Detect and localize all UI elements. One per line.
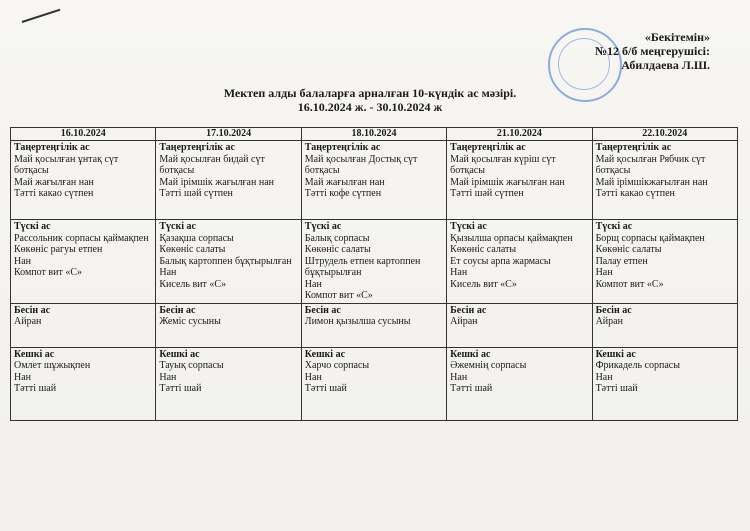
meal-title: Таңертеңгілік ас xyxy=(595,142,672,153)
meal-cell xyxy=(156,141,301,220)
dish-item: Нан xyxy=(304,371,322,383)
meal-cell xyxy=(156,220,301,304)
dish-item: Май қосылған Достық сүт ботқасы xyxy=(304,153,418,176)
dish-item: Май қосылған бидай сүт ботқасы xyxy=(159,153,265,176)
dish-item: Тәтті какао сүтпен xyxy=(595,188,675,199)
dish-item: Кисель вит «С» xyxy=(159,278,227,290)
meal-title: Таңертеңгілік ас xyxy=(159,142,235,153)
meal-title: Таңертеңгілік ас xyxy=(450,142,526,153)
meal-row-lunch xyxy=(11,220,738,304)
scan-mark xyxy=(22,9,61,23)
meal-title: Түскі ас xyxy=(450,221,487,232)
meal-cell xyxy=(301,141,446,220)
dish-item: Балық сорпасы xyxy=(304,232,370,244)
dish-item: Балық картоппен бұқтырылған xyxy=(159,255,292,267)
dish-item: Нан xyxy=(450,267,468,278)
document-title xyxy=(150,86,590,114)
dish-item: Қазақша сорпасы xyxy=(159,232,234,244)
dish-item: Компот вит «С» xyxy=(304,290,373,301)
meal-title: Кешкі ас xyxy=(304,348,346,360)
dish-item: Айран xyxy=(595,316,623,327)
meal-cell xyxy=(592,347,737,420)
dish-item: Тәтті шай xyxy=(14,383,57,394)
approval-line-1: «Бекітемін» xyxy=(644,30,710,44)
meal-title: Таңертеңгілік ас xyxy=(14,142,90,153)
meal-cell xyxy=(447,303,592,347)
meal-cell xyxy=(301,303,446,347)
dish-item: Май жағылған нан xyxy=(304,176,385,188)
dish-item: Нан xyxy=(595,371,613,383)
meal-title: Түскі ас xyxy=(304,221,342,232)
meal-cell xyxy=(11,303,156,347)
meal-title: Кешкі ас xyxy=(595,348,636,360)
menu-table xyxy=(10,127,738,421)
dish-item: Штрудель етпен картоппен бұқтырылған xyxy=(304,255,421,278)
dish-item: Май ірімшік жағылған нан xyxy=(450,176,565,188)
date-header: 22.10.2024 xyxy=(592,128,737,141)
dish-item: Лимон қызылша сусыны xyxy=(304,316,411,327)
dish-item: Ет соусы арпа жармасы xyxy=(450,255,551,267)
dish-item: Жеміс сусыны xyxy=(159,316,221,327)
date-header-row xyxy=(11,128,738,141)
meal-title: Таңертеңгілік ас xyxy=(304,142,381,153)
dish-item: Тәтті шай xyxy=(159,383,202,394)
dish-item: Нан xyxy=(450,371,468,383)
dish-item: Рассольник сорпасы қаймақпен xyxy=(14,232,149,244)
meal-cell xyxy=(156,347,301,420)
dish-item: Май ірімшік жағылған нан xyxy=(159,176,274,188)
dish-item: Айран xyxy=(14,316,42,327)
meal-title: Түскі ас xyxy=(159,221,196,232)
meal-title: Кешкі ас xyxy=(450,348,491,360)
title-line-2: 16.10.2024 ж. - 30.10.2024 ж xyxy=(297,100,443,114)
meal-cell xyxy=(301,220,446,304)
dish-item: Омлет шұжықпен xyxy=(14,360,91,371)
meal-cell xyxy=(11,141,156,220)
meal-cell xyxy=(447,220,592,304)
dish-item: Көкөніс салаты xyxy=(159,244,226,255)
meal-row-breakfast xyxy=(11,141,738,220)
approval-line-3: Абилдаева Л.Ш. xyxy=(621,58,710,72)
dish-item: Көкөніс салаты xyxy=(450,244,517,255)
date-header: 18.10.2024 xyxy=(301,128,446,141)
dish-item: Тәтті какао сүтпен xyxy=(14,188,94,199)
dish-item: Нан xyxy=(159,371,177,383)
meal-cell xyxy=(592,141,737,220)
date-header: 16.10.2024 xyxy=(11,128,156,141)
date-header: 17.10.2024 xyxy=(156,128,301,141)
meal-title: Кешкі ас xyxy=(159,348,200,360)
meal-cell xyxy=(156,303,301,347)
meal-title: Түскі ас xyxy=(14,221,51,232)
meal-cell xyxy=(592,303,737,347)
dish-item: Тәтті кофе сүтпен xyxy=(304,188,382,199)
dish-item: Көкөніс рагуы етпен xyxy=(14,244,103,255)
dish-item: Май қосылған күріш сүт ботқасы xyxy=(450,153,556,176)
dish-item: Тәтті шай xyxy=(304,383,347,394)
meal-cell xyxy=(11,220,156,304)
meal-row-dinner xyxy=(11,347,738,420)
dish-item: Тәтті шай xyxy=(450,383,493,394)
title-line-1: Мектеп алды балаларға арналған 10-күндік ас мәзірі. xyxy=(223,86,517,100)
meal-title: Бесін ас xyxy=(304,304,341,316)
meal-cell xyxy=(447,347,592,420)
dish-item: Кисель вит «С» xyxy=(450,278,517,290)
dish-item: Май жағылған нан xyxy=(14,176,94,188)
meal-cell xyxy=(11,347,156,420)
dish-item: Тауық сорпасы xyxy=(159,360,224,371)
dish-item: Борщ сорпасы қаймақпен xyxy=(595,232,705,244)
dish-item: Палау етпен xyxy=(595,255,648,267)
dish-item: Айран xyxy=(450,316,478,327)
meal-cell xyxy=(447,141,592,220)
dish-item: Компот вит «С» xyxy=(14,267,83,278)
dish-item: Май қосылған ұнтақ сүт ботқасы xyxy=(14,153,119,176)
dish-item: Нан xyxy=(304,278,322,290)
dish-item: Фрикадель сорпасы xyxy=(595,360,680,371)
date-header: 21.10.2024 xyxy=(447,128,592,141)
dish-item: Көкөніс салаты xyxy=(304,244,371,255)
meal-row-snack xyxy=(11,303,738,347)
meal-title: Бесін ас xyxy=(14,304,51,316)
dish-item: Тәтті шәй сүтпен xyxy=(450,188,524,199)
meal-cell xyxy=(301,347,446,420)
dish-item: Май қосылған Рябчик сүт ботқасы xyxy=(595,153,706,176)
dish-item: Нан xyxy=(159,267,177,278)
dish-item: Тәтті шай xyxy=(595,383,638,394)
meal-title: Бесін ас xyxy=(159,304,196,316)
approval-block xyxy=(595,30,710,72)
dish-item: Тәтті шәй сүтпен xyxy=(159,188,233,199)
meal-title: Түскі ас xyxy=(595,221,633,232)
dish-item: Нан xyxy=(14,255,32,267)
approval-line-2: №12 б/б меңгерушісі: xyxy=(594,44,710,58)
dish-item: Қызылша орпасы қаймақпен xyxy=(450,232,573,244)
dish-item: Көкөніс салаты xyxy=(595,244,662,255)
dish-item: Компот вит «С» xyxy=(595,278,664,290)
meal-title: Бесін ас xyxy=(450,304,487,316)
dish-item: Нан xyxy=(595,267,613,278)
dish-item: Нан xyxy=(14,371,32,383)
meal-cell xyxy=(592,220,737,304)
dish-item: Әжемнің сорпасы xyxy=(450,360,527,371)
meal-title: Кешкі ас xyxy=(14,348,55,360)
meal-title: Бесін ас xyxy=(595,304,632,316)
dish-item: Май ірімшікжағылған нан xyxy=(595,176,708,188)
dish-item: Харчо сорпасы xyxy=(304,360,370,371)
